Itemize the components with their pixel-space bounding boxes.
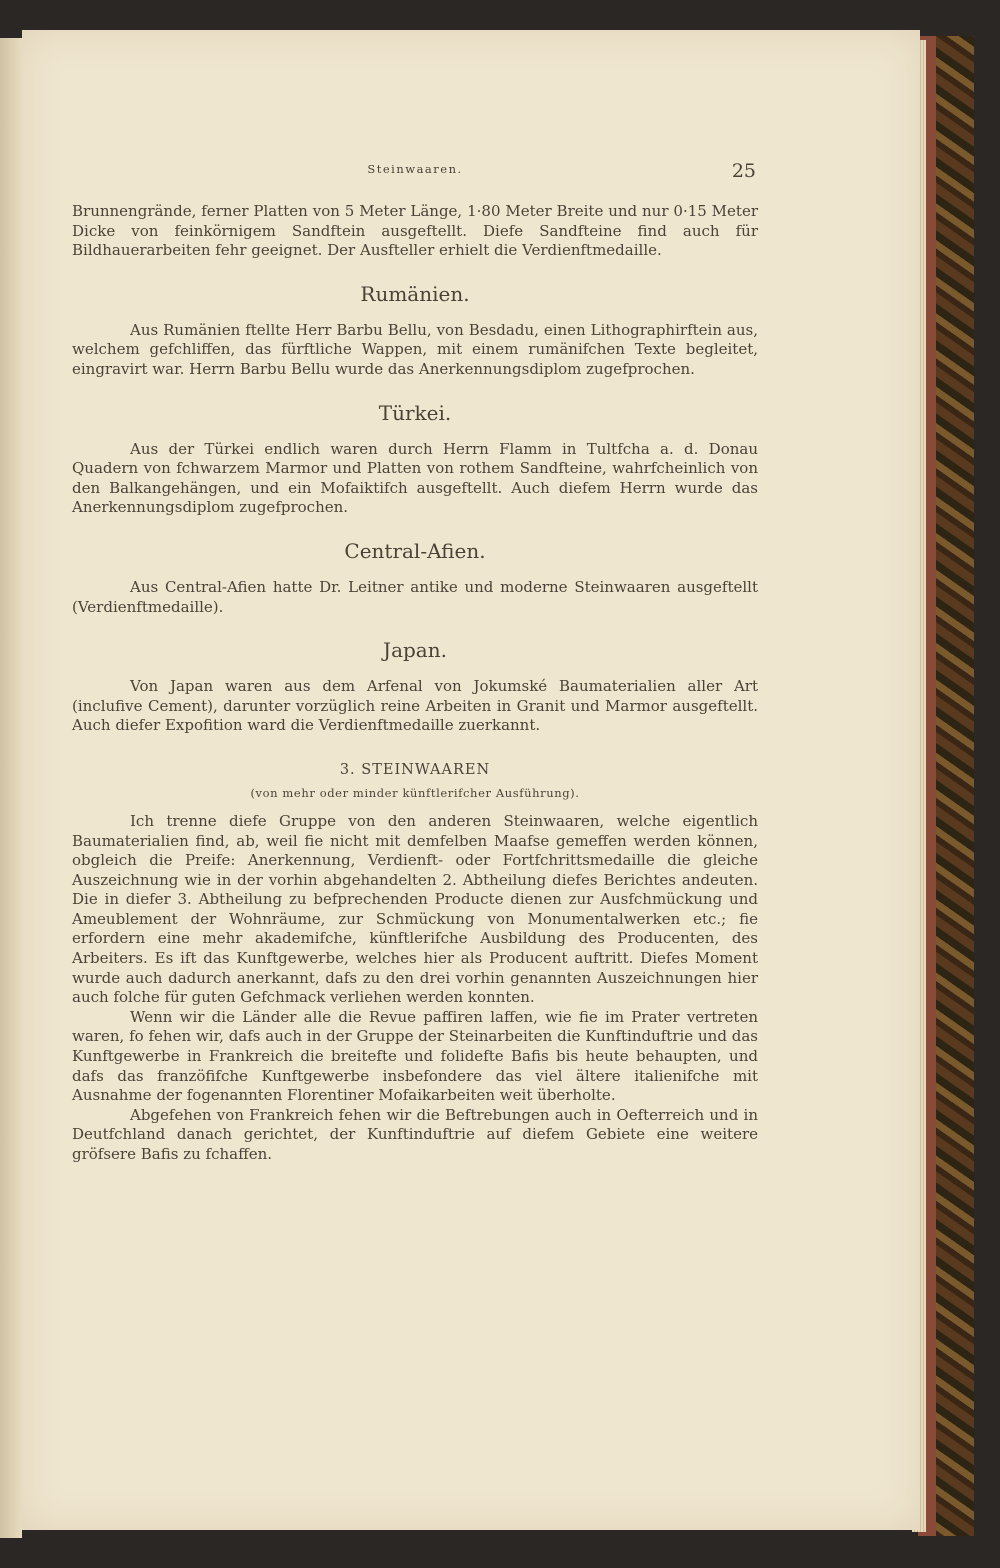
chapter-title: 3. STEINWAAREN bbox=[339, 761, 491, 778]
heading-japan: Japan. bbox=[383, 638, 447, 663]
paragraph-tuerkei: Aus der Türkei endlich waren durch Herrn Flamm in Tultfcha a. d. Donau Quadern von fchwarzem Marmor und Platten von rothem Sandfteine, wahrfcheinlich von den Balkangehängen, und ein Mofaiktifch ausgeftellt. Auch diefem Herrn wurde das Anerkennungsdiplom zugefprochen. bbox=[72, 439, 758, 517]
heading-tuerkei: Türkei. bbox=[378, 400, 452, 425]
heading-rumaenien: Rumänien. bbox=[360, 281, 470, 306]
chapter-paragraph: Abgefehen von Frankreich fehen wir die Beftrebungen auch in Oefterreich und in Deutfchland danach gerichtet, der Kunftinduftrie auf diefem Gebiete eine weitere gröfsere Bafis zu fchaffen. bbox=[72, 1105, 758, 1163]
left-page-edge bbox=[0, 38, 22, 1538]
running-head bbox=[72, 160, 758, 186]
running-title: Steinwaaren. bbox=[367, 162, 463, 176]
chapter-paragraph: Wenn wir die Länder alle die Revue paffiren laffen, wie fie im Prater vertreten waren, fo fehen wir, dafs auch in der Gruppe der Steinarbeiten die Kunftinduftrie und das Kunftgewerbe in Frankreich die breitefte und folidefte Bafis bis heute behaupten, und dafs das franzöfifche Kunftgewerbe insbefondere das viel ältere italienifche mit Ausnahme der fogenannten Florentiner Mofaikarbeiten weit überholte. bbox=[72, 1007, 758, 1105]
page-number: 25 bbox=[731, 160, 756, 182]
paragraph-central-asien: Aus Central-Afien hatte Dr. Leitner antike und moderne Steinwaaren ausgeftellt (Verdienftmedaille). bbox=[72, 577, 758, 616]
chapter-paragraph: Ich trenne diefe Gruppe von den anderen Steinwaaren, welche eigentlich Baumaterialien find, ab, weil fie nicht mit demfelben Maafse gemeffen werden können, obgleich die Preife: Anerkennung, Verdienft- oder Fortfchrittsmedaille die gleiche Auszeichnung wie in der vorhin abgehandelten 2. Abtheilung diefes Berichtes andeuten. Die in diefer 3. Abtheilung zu befprechenden Producte dienen zur Ausfchmückung und Ameublement der Wohnräume, zur Schmückung von Monumentalwerken etc.; fie erfordern eine mehr akademifche, künftlerifche Ausbildung des Producenten, des Arbeiters. Es ift das Kunftgewerbe, welches hier als Producent auftritt. Diefes Moment wurde auch dadurch anerkannt, dafs zu den drei vorhin genannten Auszeichnungen hier auch folche für guten Gefchmack verliehen werden konnten. bbox=[72, 811, 758, 1007]
paragraph-rumaenien: Aus Rumänien ftellte Herr Barbu Bellu, von Besdadu, einen Lithographirftein aus, welchem gefchliffen, das fürftliche Wappen, mit einem rumänifchen Texte begleitet, eingravirt war. Herrn Barbu Bellu wurde das Anerkennungsdiplom zugefprochen. bbox=[72, 320, 758, 378]
paragraph-japan: Von Japan waren aus dem Arfenal von Jokumské Baumaterialien aller Art (inclufive Cement), darunter vorzüglich reine Arbeiten in Granit und Marmor ausgeftellt. Auch diefer Expofition ward die Verdienftmedaille zuerkannt. bbox=[72, 677, 758, 735]
heading-central-asien: Central-Afien. bbox=[344, 538, 486, 563]
page-content bbox=[72, 160, 758, 1165]
chapter-subtitle: (von mehr oder minder künftlerifcher Ausführung). bbox=[250, 785, 580, 800]
intro-paragraph: Brunnengrände, ferner Platten von 5 Meter Länge, 1·80 Meter Breite und nur 0·15 Meter Dicke von feinkörnigem Sandftein ausgeftellt. Diefe Sandfteine find auch für Bildhauerarbeiten fehr geeignet. Der Ausfteller erhielt die Verdienftmedaille. bbox=[72, 202, 758, 260]
